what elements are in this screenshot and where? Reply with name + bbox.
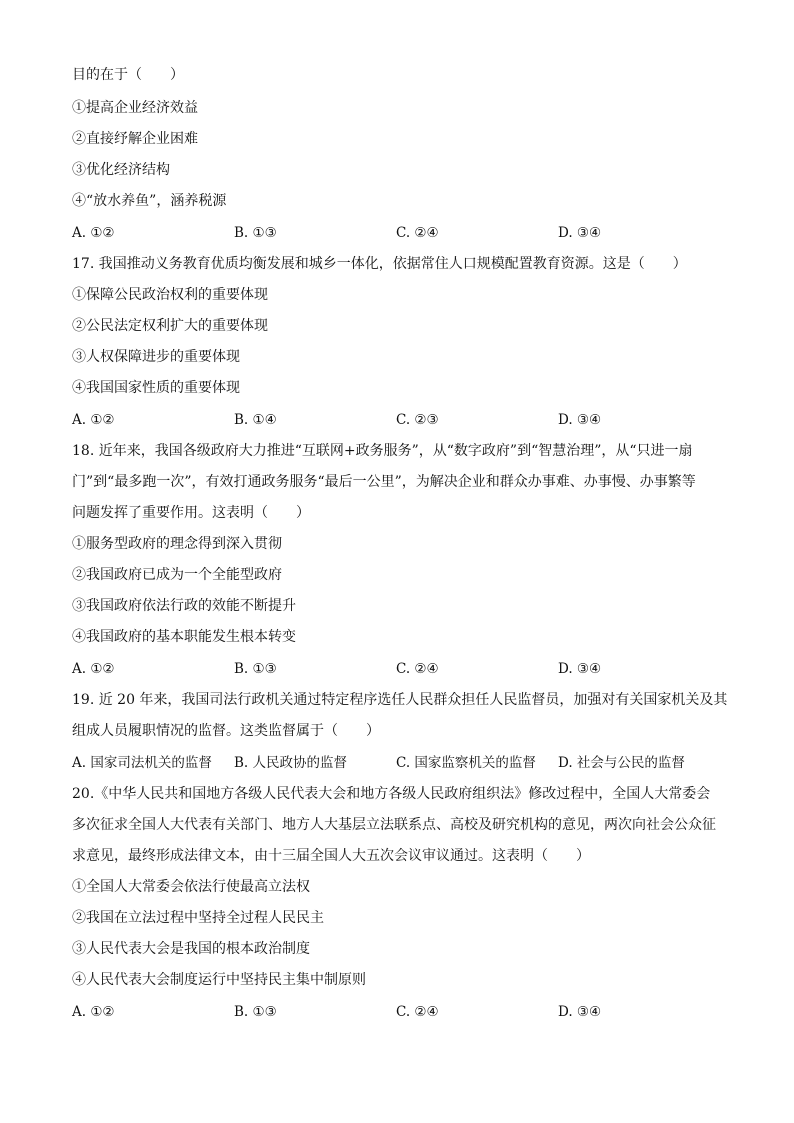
q20-statement-2: ②我国在立法过程中坚持全过程人民民主 (72, 910, 324, 926)
q16-statement-2: ②直接纾解企业困难 (72, 131, 198, 147)
q20-stem-line-2: 多次征求全国人大代表有关部门、地方人大基层立法联系点、高校及研究机构的意见，两次向社会公众征 (72, 817, 716, 833)
q16-statement-1: ①提高企业经济效益 (72, 100, 198, 116)
q17-statement-1: ①保障公民政治权利的重要体现 (72, 287, 268, 303)
q18-option-d[interactable]: D. ③④ (558, 661, 602, 677)
q16-option-a[interactable]: A. ①② (72, 225, 115, 241)
q20-option-a[interactable]: A. ①② (72, 1004, 115, 1020)
q17-option-b[interactable]: B. ①④ (234, 412, 277, 428)
q19-option-d[interactable]: D. 社会与公民的监督 (558, 755, 685, 771)
q18-options (72, 659, 732, 679)
q17-option-a[interactable]: A. ①② (72, 412, 115, 428)
q20-statement-3: ③人民代表大会是我国的根本政治制度 (72, 941, 310, 957)
q20-option-b[interactable]: B. ①③ (234, 1004, 277, 1020)
q16-option-c[interactable]: C. ②④ (396, 225, 439, 241)
q17-option-c[interactable]: C. ②③ (396, 412, 439, 428)
q19-option-c[interactable]: C. 国家监察机关的监督 (396, 755, 536, 771)
q17-stem: 17. 我国推动义务教育优质均衡发展和城乡一体化，依据常住人口规模配置教育资源。这是（ ） (72, 256, 687, 272)
q18-statement-2: ②我国政府已成为一个全能型政府 (72, 567, 282, 583)
q20-option-d[interactable]: D. ③④ (558, 1004, 602, 1020)
q16-option-d[interactable]: D. ③④ (558, 225, 602, 241)
q17-option-d[interactable]: D. ③④ (558, 412, 602, 428)
q19-option-b[interactable]: B. 人民政协的监督 (234, 755, 348, 771)
q19-option-a[interactable]: A. 国家司法机关的监督 (72, 755, 212, 771)
q20-options (72, 1002, 732, 1022)
q19-options (72, 753, 732, 773)
q18-option-a[interactable]: A. ①② (72, 661, 115, 677)
q20-stem-line-3: 求意见，最终形成法律文本，由十三届全国人大五次会议审议通过。这表明（ ） (72, 848, 590, 864)
q19-stem-line-1: 19. 近 20 年来，我国司法行政机关通过特定程序选任人民群众担任人民监督员，加强对有关国家机关及其 (72, 692, 728, 708)
q16-options (72, 223, 732, 243)
q19-stem-line-2: 组成人员履职情况的监督。这类监督属于（ ） (72, 723, 380, 739)
q18-stem-line-2: 门”到“最多跑一次”，有效打通政务服务“最后一公里”，为解决企业和群众办事难、办事慢、办事繁等 (72, 474, 696, 490)
q16-option-b[interactable]: B. ①③ (234, 225, 277, 241)
q17-statement-2: ②公民法定权利扩大的重要体现 (72, 318, 268, 334)
q18-stem-line-1: 18. 近年来，我国各级政府大力推进“互联网+政务服务”，从“数字政府”到“智慧治理”，从“只进一扇 (72, 443, 693, 459)
q17-options (72, 410, 732, 430)
q20-statement-4: ④人民代表大会制度运行中坚持民主集中制原则 (72, 972, 366, 988)
q16-stem-tail: 目的在于（ ） (72, 67, 184, 83)
q17-statement-4: ④我国国家性质的重要体现 (72, 380, 240, 396)
q18-statement-3: ③我国政府依法行政的效能不断提升 (72, 598, 296, 614)
q20-stem-line-1: 20.《中华人民共和国地方各级人民代表大会和地方各级人民政府组织法》修改过程中，全国人大常委会 (72, 786, 711, 802)
q16-statement-3: ③优化经济结构 (72, 162, 170, 178)
q16-statement-4: ④“放水养鱼”，涵养税源 (72, 193, 227, 209)
q18-statement-1: ①服务型政府的理念得到深入贯彻 (72, 536, 282, 552)
q20-statement-1: ①全国人大常委会依法行使最高立法权 (72, 879, 310, 895)
q18-option-c[interactable]: C. ②④ (396, 661, 439, 677)
q20-option-c[interactable]: C. ②④ (396, 1004, 439, 1020)
q18-option-b[interactable]: B. ①③ (234, 661, 277, 677)
q18-statement-4: ④我国政府的基本职能发生根本转变 (72, 629, 296, 645)
q17-statement-3: ③人权保障进步的重要体现 (72, 349, 240, 365)
q18-stem-line-3: 问题发挥了重要作用。这表明（ ） (72, 505, 310, 521)
